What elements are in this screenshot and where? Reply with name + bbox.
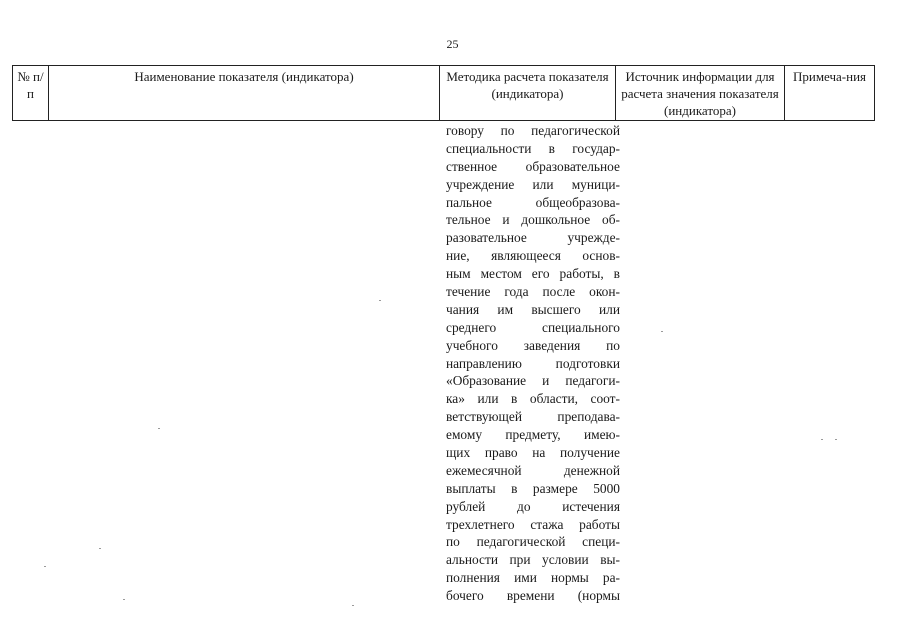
method-text-line: среднего специального [446, 319, 620, 335]
scan-speck [123, 599, 125, 600]
calculation-method-text [446, 122, 620, 605]
method-text-line: «Образование и педагоги- [446, 373, 620, 389]
method-text-line: по педагогической специ- [446, 534, 620, 550]
method-text-line: учебного заведения по [446, 337, 620, 353]
column-header-calculation-method: Методика расчета показателя (индикатора) [440, 66, 616, 121]
method-text-line: бочего времени (нормы [446, 588, 620, 604]
scan-speck [661, 331, 663, 332]
scan-speck [379, 300, 381, 301]
method-text-line: выплаты в размере 5000 [446, 480, 620, 496]
method-text-line: ка» или в области, соот- [446, 391, 620, 407]
table-header-row [13, 66, 875, 121]
method-text-line: трехлетнего стажа работы [446, 516, 620, 532]
scan-speck [821, 439, 823, 440]
method-text-line: чания им высшего или [446, 301, 620, 317]
method-text-line: ственное образовательное [446, 158, 620, 174]
scan-speck [835, 439, 837, 440]
method-text-line: разовательное учрежде- [446, 230, 620, 246]
method-text-line: щих право на получение [446, 445, 620, 461]
scan-speck [352, 605, 354, 606]
scan-speck [99, 548, 101, 549]
indicator-table-header [12, 65, 875, 121]
method-text-line: ным местом его работы, в [446, 266, 620, 282]
column-header-information-source: Источник информации для расчета значения показателя (индикатора) [616, 66, 785, 121]
scan-speck [158, 428, 160, 429]
method-text-line: специальности в государ- [446, 140, 620, 156]
method-text-line: ежемесячной денежной [446, 462, 620, 478]
column-header-number: № п/п [13, 66, 49, 121]
page-number: 25 [446, 37, 459, 51]
method-text-line: ветствующей преподава- [446, 409, 620, 425]
method-text-line: говору по педагогической [446, 123, 620, 138]
method-text-line: альности при условии вы- [446, 552, 620, 568]
method-text-line: тельное и дошкольное об- [446, 212, 620, 228]
method-text-line: полнения ими нормы ра- [446, 570, 620, 586]
method-text-line: пальное общеобразова- [446, 194, 620, 210]
scan-speck [44, 566, 46, 567]
method-text-line: течение года после окон- [446, 284, 620, 300]
method-text-line: емому предмету, имею- [446, 427, 620, 443]
method-text-line: учреждение или муници- [446, 176, 620, 192]
column-header-indicator-name: Наименование показателя (индикатора) [49, 66, 440, 121]
method-text-line: рублей до истечения [446, 498, 620, 514]
column-header-notes: Примеча-ния [785, 66, 875, 121]
method-text-line: ние, являющееся основ- [446, 248, 620, 264]
method-text-line: направлению подготовки [446, 355, 620, 371]
